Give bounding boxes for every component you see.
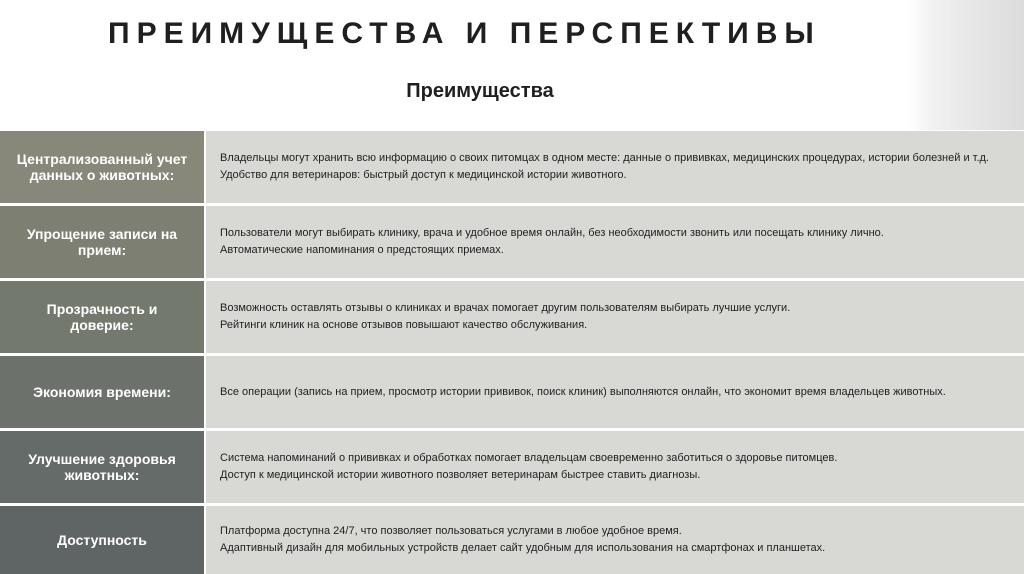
row-description [206, 281, 1024, 353]
table-row [0, 281, 1024, 353]
table-row [0, 206, 1024, 278]
row-label: Улучшение здоровья животных: [0, 431, 204, 503]
row-description [206, 356, 1024, 428]
description-line: Доступ к медицинской истории животного позволяет ветеринарам быстрее ставить диагнозы. [220, 469, 701, 481]
row-label: Прозрачность и доверие: [0, 281, 204, 353]
description-line: Платформа доступна 24/7, что позволяет пользоваться услугами в любое удобное время. [220, 525, 682, 537]
row-label: Экономия времени: [0, 356, 204, 428]
row-description [206, 431, 1024, 503]
advantages-table [0, 131, 1024, 574]
description-line: Пользователи могут выбирать клинику, врача и удобное время онлайн, без необходимости звонить или посещать клинику лично. [220, 227, 884, 239]
slide-title: ПРЕИМУЩЕСТВА И ПЕРСПЕКТИВЫ [108, 17, 821, 50]
description-line: Удобство для ветеринаров: быстрый доступ к медицинской истории животного. [220, 169, 627, 181]
row-label: Централизованный учет данных о животных: [0, 131, 204, 203]
slide-subtitle: Преимущества [406, 80, 554, 102]
row-label: Доступность [0, 506, 204, 574]
row-description [206, 131, 1024, 203]
description-line: Адаптивный дизайн для мобильных устройств делает сайт удобным для использования на смартфонах и планшетах. [220, 542, 826, 554]
description-line: Владельцы могут хранить всю информацию о своих питомцах в одном месте: данные о прививках, медицинских процедурах, истории болезней и т.д. [220, 152, 989, 164]
description-line: Рейтинги клиник на основе отзывов повышают качество обслуживания. [220, 319, 588, 331]
table-row [0, 356, 1024, 428]
table-row [0, 131, 1024, 203]
row-description [206, 506, 1024, 574]
description-line: Система напоминаний о прививках и обработках помогает владельцам своевременно заботиться о здоровье питомцев. [220, 452, 838, 464]
description-line: Все операции (запись на прием, просмотр истории прививок, поиск клиник) выполняются онлайн, что экономит время владельцев животных. [220, 385, 946, 398]
table-row [0, 431, 1024, 503]
table-row [0, 506, 1024, 574]
row-label: Упрощение записи на прием: [0, 206, 204, 278]
description-line: Возможность оставлять отзывы о клиниках и врачах помогает другим пользователям выбирать лучшие услуги. [220, 302, 791, 314]
paper-edge-decoration [905, 0, 1024, 130]
description-line: Автоматические напоминания о предстоящих приемах. [220, 244, 504, 256]
row-description [206, 206, 1024, 278]
